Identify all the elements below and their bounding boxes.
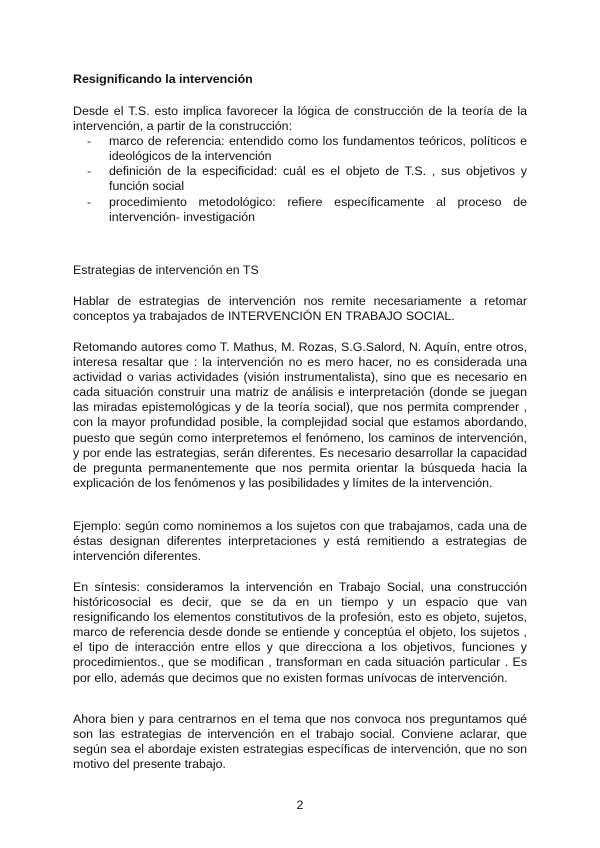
dash-bullet: - [87, 194, 92, 209]
paragraph-ahora: Ahora bien y para centrarnos en el tema que nos convoca nos preguntamos qué son las estrategias de intervención en el trabajo social. Conviene aclarar, que según sea el abordaje existen estrategias específicas de intervención, que no son motivo del presente trabajo. [73, 712, 527, 772]
intro-paragraph: Desde el T.S. esto implica favorecer la lógica de construcción de la teoría de la intervención, a partir de la construcción: [73, 104, 527, 134]
section-heading-resignificando: Resignificando la intervención [73, 72, 253, 86]
intro-block [73, 104, 527, 225]
section-heading-estrategias: Estrategias de intervención en TS [73, 263, 259, 277]
list-item [73, 195, 527, 225]
paragraph-retomando: Retomando autores como T. Mathus, M. Rozas, S.G.Salord, N. Aquín, entre otros, interesa resaltar que : la intervención no es mero hacer, no es considerada una actividad o varias actividades (visión instrumentalista), sino que es necesario en cada situación construir una matriz de análisis e interpretación (donde se juegan las miradas epistemológicas y de la teoría social), que nos permita comprender , con la mayor profundidad posible, la complejidad social que estamos abordando, puesto que según como interpretemos el fenómeno, los caminos de intervención, y por ende las estrategias, serán diferentes. Es necesario desarrollar la capacidad de pregunta permanentemente que nos permita orientar la búsqueda hacia la explicación de los fenómenos y las posibilidades y límites de la intervención. [73, 340, 527, 490]
list-item [73, 164, 527, 194]
dash-bullet: - [87, 164, 92, 179]
page-number: 2 [296, 798, 304, 812]
list-item [73, 134, 527, 164]
construction-list [73, 134, 527, 225]
dash-bullet: - [87, 134, 92, 149]
paragraph-hablar: Hablar de estrategias de intervención nos remite necesariamente a retomar conceptos ya trabajados de INTERVENCIÓN EN TRABAJO SOCIAL. [73, 294, 527, 324]
list-item-text: marco de referencia: entendido como los fundamentos teóricos, políticos e ideológicos de la intervención [109, 134, 527, 164]
list-item-text: procedimiento metodológico: refiere específicamente al proceso de intervención- investigación [109, 194, 527, 224]
list-item-text: definición de la especificidad: cuál es el objeto de T.S. , sus objetivos y función social [109, 164, 527, 194]
paragraph-ejemplo: Ejemplo: según como nominemos a los sujetos con que trabajamos, cada una de éstas designan diferentes interpretaciones y está remitiendo a estrategias de intervención diferentes. [73, 519, 527, 564]
paragraph-sintesis: En síntesis: consideramos la intervención en Trabajo Social, una construcción históricosocial es decir, que se da en un tiempo y un espacio que van resignificando los elementos constitutivos de la profesión, esto es objeto, sujetos, marco de referencia desde donde se entiende y conceptúa el objeto, los sujetos , el tipo de interacción entre ellos y que direcciona a los objetivos, funciones y procedimientos., que se modifican , transforman en cada situación particular . Es por ello, además que decimos que no existen formas unívocas de intervención. [73, 580, 527, 685]
